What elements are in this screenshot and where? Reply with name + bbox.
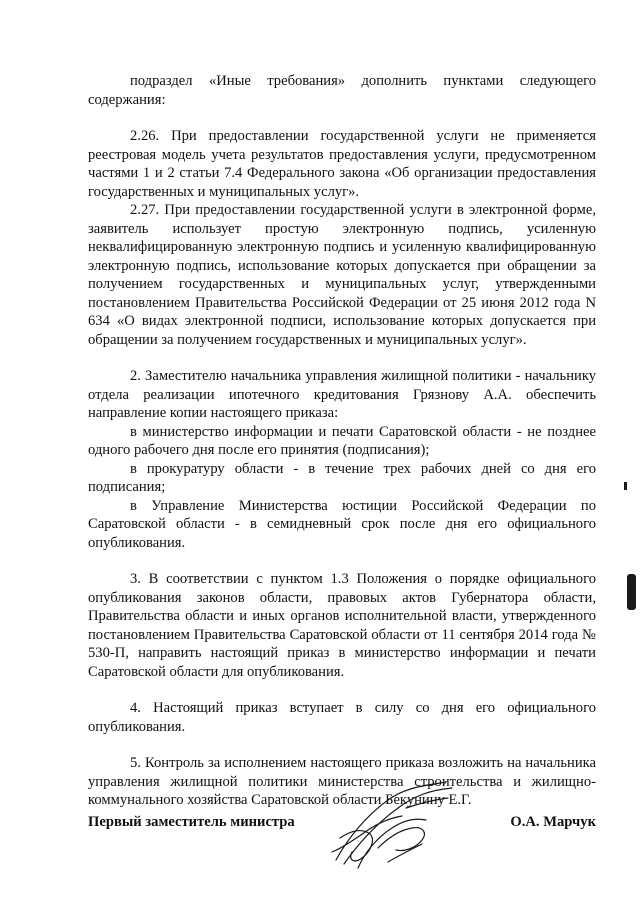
paragraph-gap	[88, 681, 596, 699]
margin-ink-mark	[627, 574, 636, 610]
margin-ink-mark	[624, 482, 627, 490]
paragraph-intro: подраздел «Иные требования» дополнить пунктами следующего содержания:	[88, 73, 596, 108]
paragraph-item-2-prosecutor: в прокуратуру области - в течение трех рабочих дней со дня его подписания;	[88, 460, 596, 495]
handwritten-signature-icon	[318, 778, 468, 873]
paragraph-gap	[88, 736, 596, 754]
paragraph-item-4: 4. Настоящий приказ вступает в силу со дня его официального опубликования.	[88, 700, 596, 735]
paragraph-item-2: 2. Заместителю начальника управления жилищной политики - начальнику отдела реализации ипотечного кредитования Грязнову А.А. обеспечить направление копии настоящего приказа:	[88, 368, 596, 421]
paragraph-item-5: 5. Контроль за исполнением настоящего приказа возложить на начальника управления жилищной политики министерства строительства и жилищно-коммунального хозяйства Саратовской области Бекунину Е.Г.	[88, 755, 596, 808]
signatory-name: О.А. Марчук	[510, 814, 596, 830]
signatory-title: Первый заместитель министра	[88, 814, 295, 830]
paragraph-item-2-justice: в Управление Министерства юстиции Российской Федерации по Саратовской области - в семидневный срок после дня его официального опубликования.	[88, 497, 596, 551]
paragraph-gap	[88, 552, 596, 570]
paragraph-item-2-ministry: в министерство информации и печати Саратовской области - не позднее одного рабочего дня после его принятия (подписания);	[88, 423, 596, 458]
paragraph-gap	[88, 109, 596, 127]
paragraph-2-27: 2.27. При предоставлении государственной услуги в электронной форме, заявитель использует простую электронную подпись, усиленную неквалифицированную электронную подпись и усиленную квалифицированную электронную подпись, использование которых допускается при обращении за получением государственных и муниципальных услуг, утвержденными постановлением Правительства Российской Федерации от 25 июня 2012 года N 634 «О видах электронной подписи, использование которых допускается при обращении за получением государственных и муниципальных услуг».	[88, 202, 596, 348]
paragraph-gap	[88, 349, 596, 367]
document-body	[88, 72, 596, 810]
paragraph-item-3: 3. В соответствии с пунктом 1.3 Положения о порядке официального опубликования законов области, правовых актов Губернатора области, Правительства области и иных органов исполнительной власти, утвержденного постановлением Правительства Саратовской области от 11 сентября 2014 года № 530-П, направить настоящий приказ в министерство информации и печати Саратовской области для опубликования.	[88, 571, 596, 680]
paragraph-2-26: 2.26. При предоставлении государственной услуги не применяется реестровая модель учета результатов предоставления услуги, предусмотренном частями 1 и 2 статьи 7.4 Федерального закона «Об организации предоставления государственных и муниципальных услуг».	[88, 128, 596, 200]
